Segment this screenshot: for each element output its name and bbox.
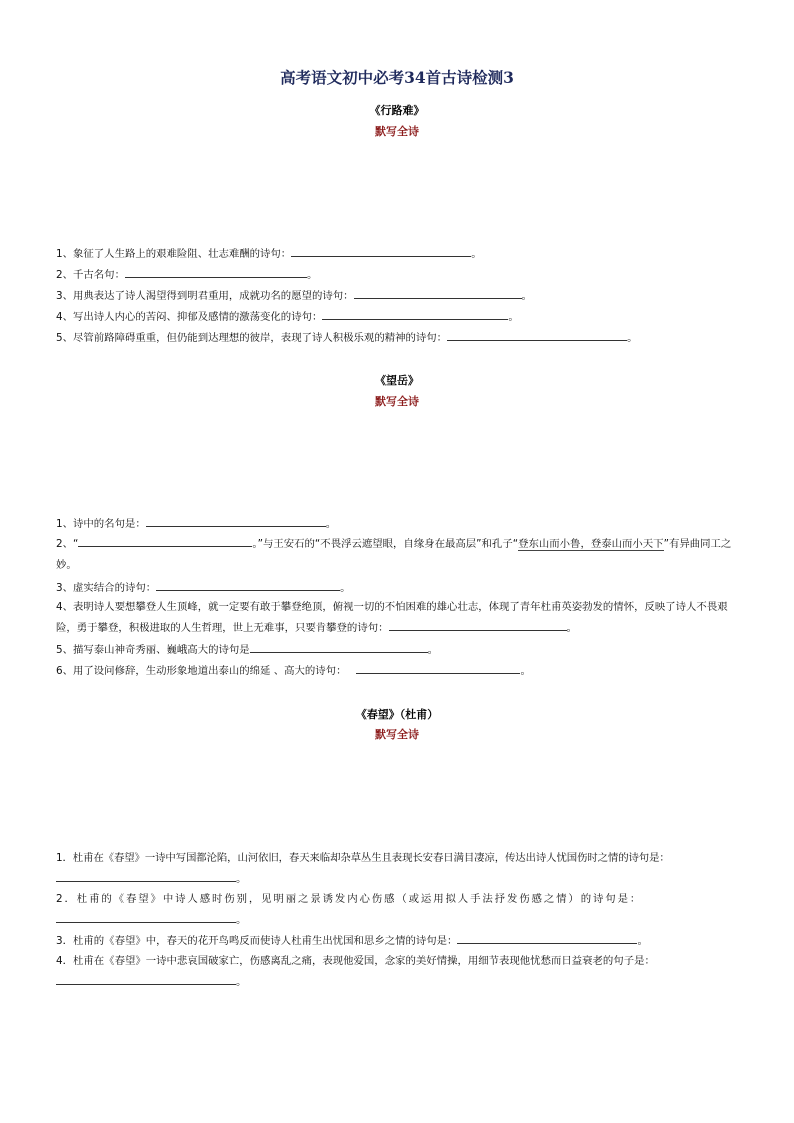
poem-title-xinglunan: 《行路难》 — [369, 104, 425, 117]
question-6: 6、用了设问修辞，生动形象地道出泰山的绵延 、高大的诗句： 。 — [56, 665, 531, 677]
quoted-line: 登东山而小鲁，登泰山而小天下 — [518, 538, 664, 550]
question-2: 2、千古名句： 。 — [56, 269, 318, 281]
question-5: 5、描写泰山神奇秀丽、巍峨高大的诗句是 。 — [56, 644, 439, 656]
question-2: 2．杜甫的《春望》中诗人感时伤别，见明丽之景诱发内心伤感（或运用拟人手法抒发伤感之情）的诗句是：。 — [56, 893, 643, 926]
task-label: 默写全诗 — [375, 395, 419, 408]
answer-blank[interactable] — [291, 247, 471, 257]
question-1: 1、诗中的名句是： 。 — [56, 518, 337, 530]
answer-blank[interactable] — [354, 289, 522, 299]
answer-blank[interactable] — [356, 664, 520, 674]
question-1: 1、象征了人生路上的艰难险阻、壮志难酬的诗句： 。 — [56, 248, 482, 260]
question-3: 3、虚实结合的诗句： 。 — [56, 582, 351, 594]
answer-blank[interactable] — [250, 643, 428, 653]
poem-title-chunwang: 《春望》（杜甫） — [355, 708, 439, 721]
answer-blank[interactable] — [322, 310, 508, 320]
question-4: 4．杜甫在《春望》一诗中悲哀国破家亡，伤感离乱之痛，表现他爱国，念家的美好情操，用细节表现他忧愁而日益衰老的句子是：。 — [56, 955, 655, 988]
answer-blank[interactable] — [447, 331, 627, 341]
question-3: 3．杜甫的《春望》中，春天的花开鸟鸣反而使诗人杜甫生出忧国和思乡之情的诗句是： 。 — [56, 935, 648, 947]
answer-blank[interactable] — [125, 268, 307, 278]
answer-blank[interactable] — [389, 621, 567, 631]
task-label: 默写全诗 — [375, 728, 419, 741]
answer-blank[interactable] — [56, 913, 236, 923]
poem-title-wangyue: 《望岳》 — [375, 374, 419, 387]
question-1: 1．杜甫在《春望》一诗中写国都沦陷，山河依旧，春天来临却杂草丛生且表现长安春日满目凄凉，传达出诗人忧国伤时之情的诗句是：。 — [56, 852, 670, 885]
answer-blank[interactable] — [56, 975, 236, 985]
question-4: 4、写出诗人内心的苦闷、抑郁及感情的激荡变化的诗句： 。 — [56, 311, 519, 323]
answer-blank[interactable] — [78, 537, 252, 547]
answer-blank[interactable] — [56, 872, 236, 882]
question-5: 5、尽管前路障碍重重，但仍能到达理想的彼岸，表现了诗人积极乐观的精神的诗句： 。 — [56, 332, 638, 344]
task-label: 默写全诗 — [375, 125, 419, 138]
answer-blank[interactable] — [457, 934, 637, 944]
answer-blank[interactable] — [146, 517, 326, 527]
answer-blank[interactable] — [156, 581, 340, 591]
question-2: 2、“ 。”与王安石的“不畏浮云遮望眼，自缘身在最高层”和孔子“登东山而小鲁，登泰山而小天下”有异曲同工之妙。 — [56, 538, 732, 571]
question-3: 3、用典表达了诗人渴望得到明君重用，成就功名的愿望的诗句： 。 — [56, 290, 532, 302]
document-title: 高考语文初中必考34首古诗检测3 — [280, 68, 514, 87]
question-4: 4、表明诗人要想攀登人生顶峰，就一定要有敢于攀登绝顶，俯视一切的不怕困难的雄心壮志，体现了青年杜甫英姿勃发的情怀，反映了诗人不畏艰险，勇于攀登，积极进取的人生哲理，世上无难事，只要肯攀登的诗句： 。 — [56, 601, 728, 634]
